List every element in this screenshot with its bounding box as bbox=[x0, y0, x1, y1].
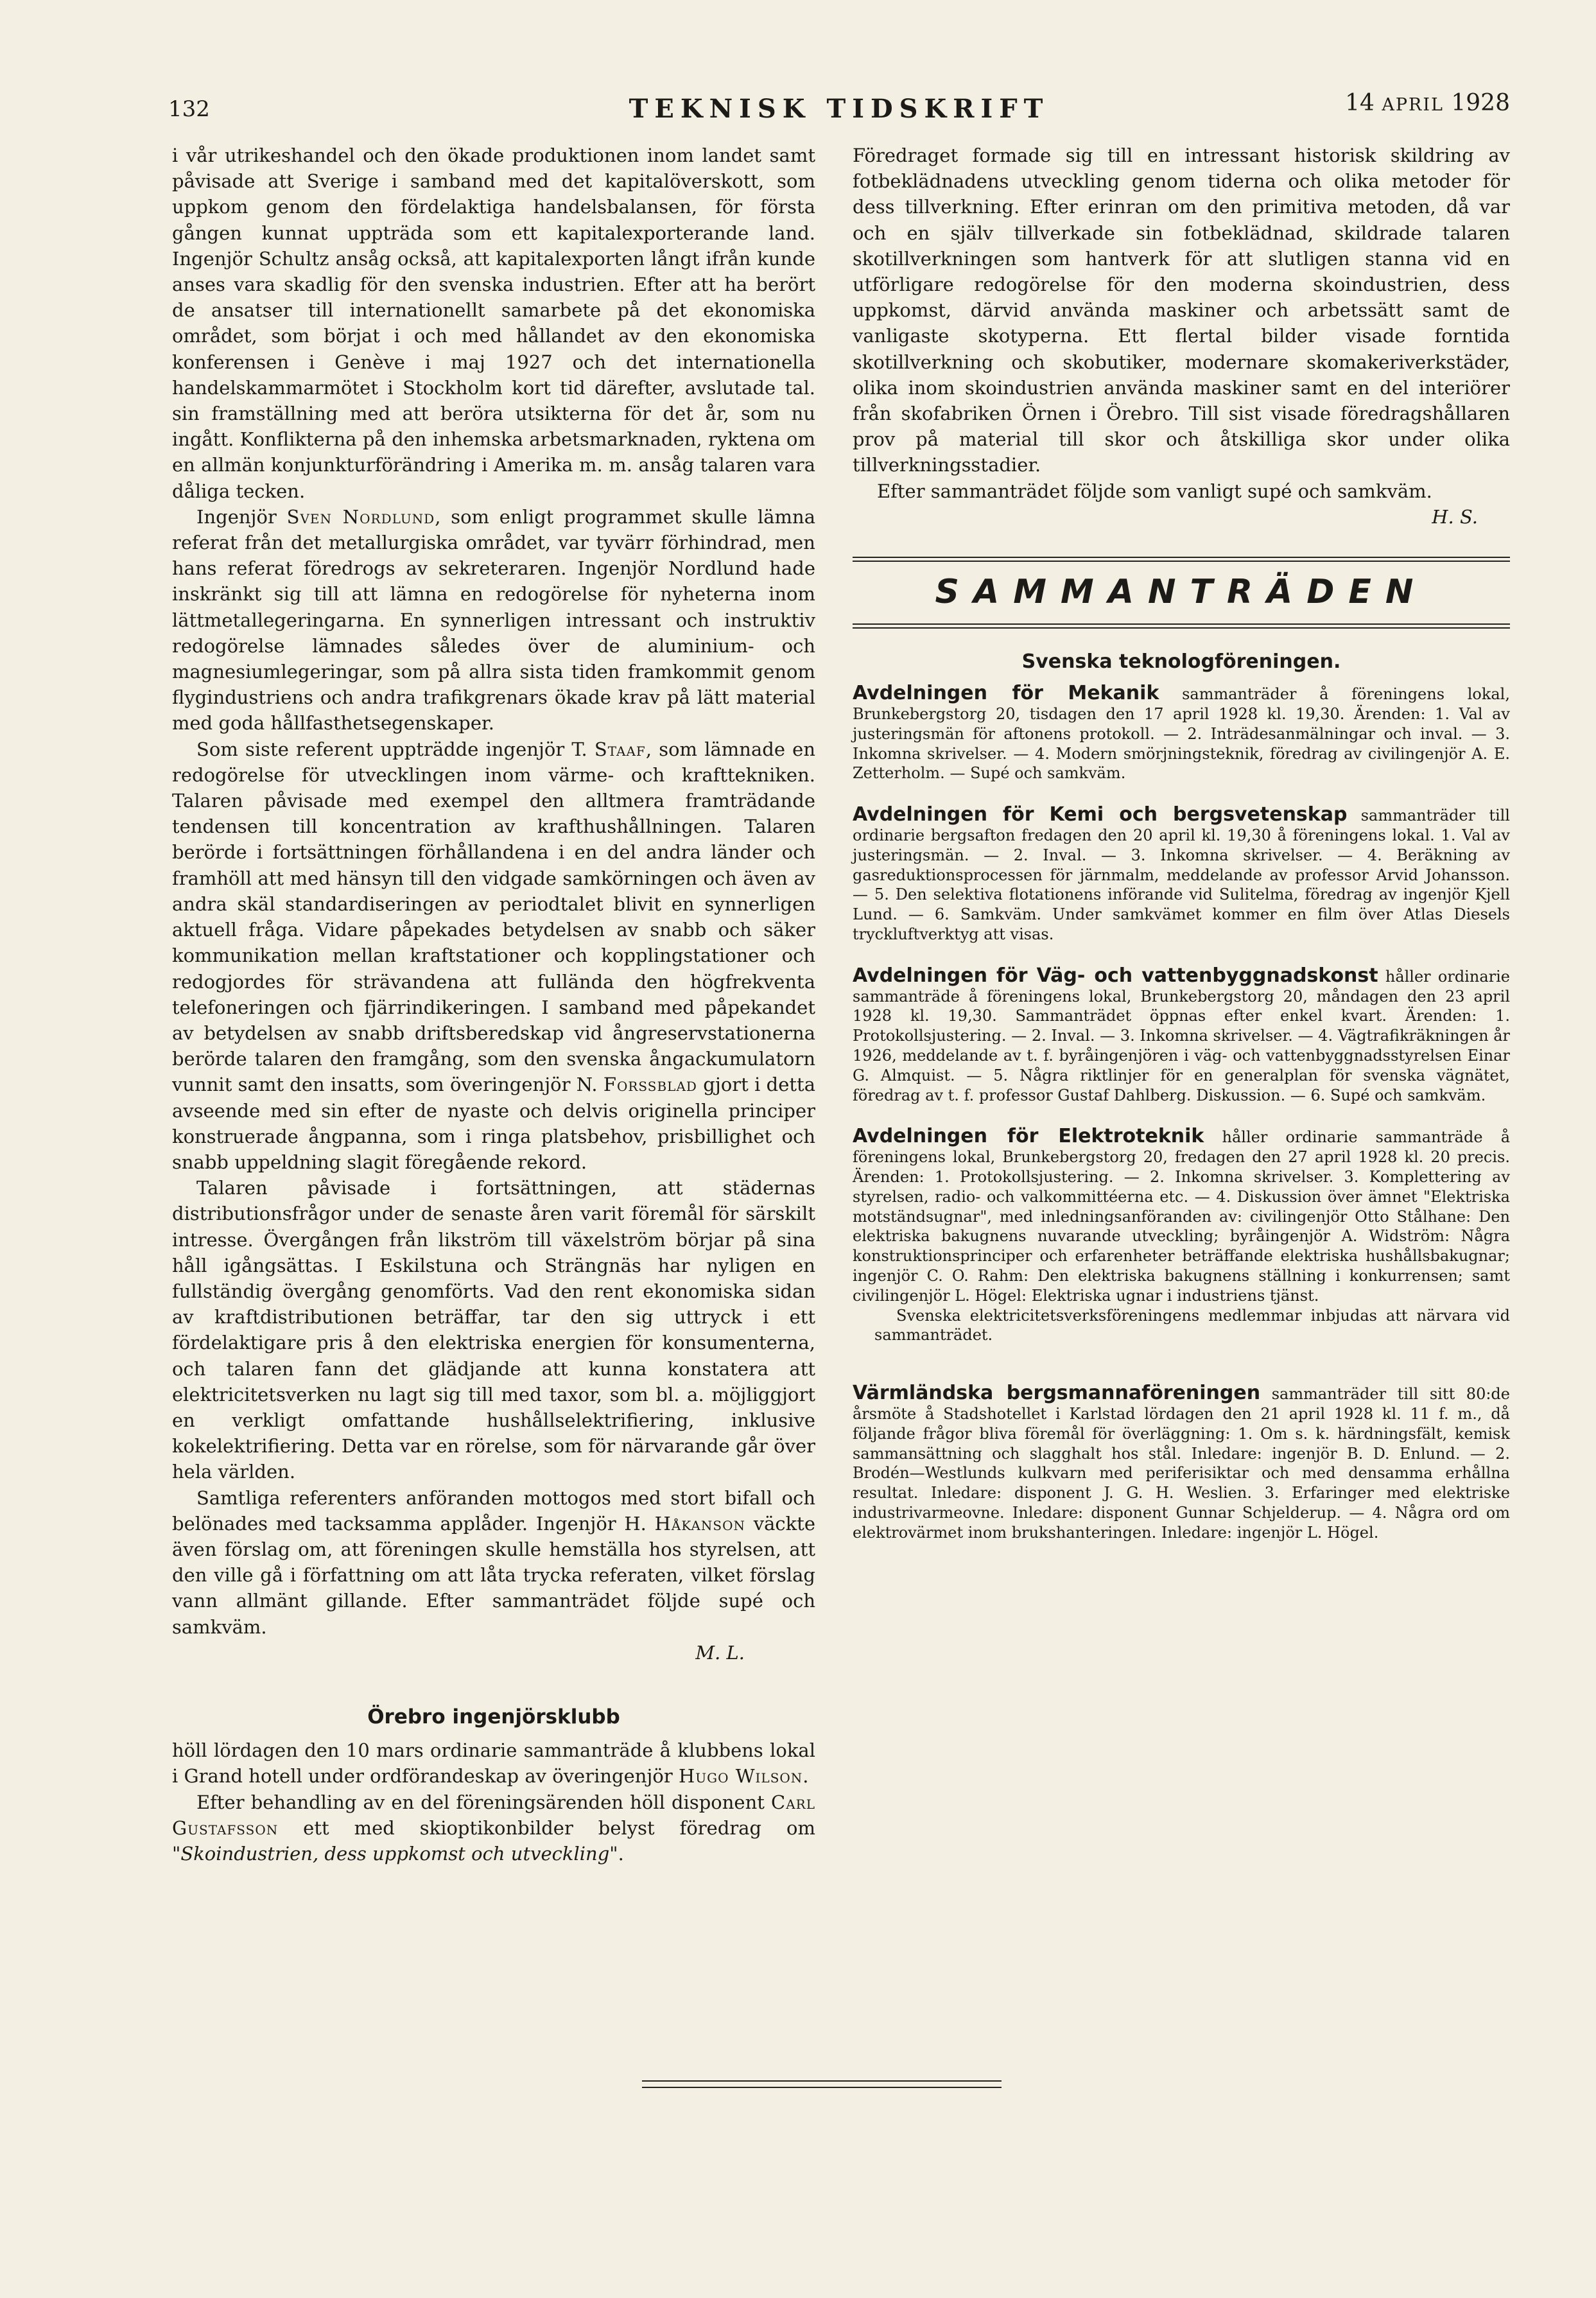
paragraph: Föredraget formade sig till en intressant historisk skildring av fotbeklädnadens utveckling genom tiderna och olika metoder för dess tillverkning. Efter erinran om den primitiva metoden, då var och en själv tillverkade sin fotbeklädnad, skildrade talaren skotillverkningen som hantverk för att slutligen stanna vid en utförligare redogörelse för den moderna skoindustrien, dess uppkomst, därvid använda maskiner och arbetssätt samt de vanligaste skotyperna. Ett flertal bilder visade forntida skotillverkning och skobutiker, modernare skomakeriverkstäder, olika inom skoindustrien använda maskiner samt en del interiörer från skofabriken Örnen i Örebro. Till sist visade föredragshållaren prov på material till skor och åtskilliga skor under olika tillverkningsstadier. bbox=[853, 144, 1510, 476]
person-name: Håkanson bbox=[654, 1512, 745, 1535]
person-name: Sven Nordlund bbox=[286, 505, 435, 528]
meeting-entry bbox=[853, 1127, 1510, 1345]
signature: H. S. bbox=[1432, 505, 1478, 528]
text-run: gjort i detta avseende med sin efter de nyaste och delvis originella principer konstruerade ångpanna, som i ringa platsbehov, prisbillighet och snabb uppeldning slagit föregående rekord. bbox=[172, 1074, 815, 1173]
person-name: Staaf bbox=[594, 738, 646, 760]
date-day: 14 bbox=[1345, 90, 1375, 116]
text-run: , som enligt programmet skulle lämna referat från det metallurgiska området, var tyvärr förhindrad, men hans referat föredrogs av sekreteraren. Ingenjör Nordlund hade inskränkt sig till att lämna en redogörelse för nyheterna inom lättmetallegeringarna. En synnerligen intressant och instruktiv redogörelse lämnades således över de aluminium- och magnesiumlegeringar, som på allra sista tiden framkommit genom flygindustriens och andra trafikgrenars ökade krav på lätt material med goda hållfasthetsegenskaper. bbox=[172, 505, 815, 735]
meeting-entry bbox=[853, 966, 1510, 1106]
text-run: Efter behandling av en del föreningsärenden höll disponent bbox=[196, 1791, 772, 1813]
text-run: ett med skioptikonbilder belyst föredrag om bbox=[278, 1816, 815, 1839]
text-run: höll lördagen den 10 mars ordinarie sammanträde å klubbens lokal i Grand hotell under ordförandeskap av överingenjör bbox=[172, 1739, 815, 1788]
text-run: Ingenjör bbox=[196, 505, 287, 528]
section-title: Örebro ingenjörsklubb bbox=[367, 1705, 620, 1728]
entry-body: sammanträder å föreningens lokal, Brunkebergstorg 20, tisdagen den 17 april 1928 kl. 19,30. Ärenden: 1. Val av justeringsmän för aftonens protokoll. — 2. Inträdesanmälningar och inval. — 3. Inkomna skrivelser. — 4. Modern smörjningsteknik, föredrag av civilingenjör A. E. Zetterholm. — Supé och samkväm. bbox=[853, 685, 1510, 783]
entry-lead: Avdelningen för Mekanik bbox=[853, 682, 1159, 705]
organization-title: Svenska teknologföreningen. bbox=[1021, 650, 1341, 674]
entry-body: sammanträder till sitt 80:de årsmöte å Stadshotellet i Karlstad lördagen den 21 april 1928 kl. 11 f. m., då följande frågor bliva föremål för överläggning: 1. Om s. k. härdningsfält, kemisk sammansättning och slagghalt hos stål. Inledare: ingenjör B. D. Enlund. — 2. Brodén—Westlunds kulkvarn med periferisiktar och med densamma erhållna resultat. Inledare: disponent J. G. H. Weslien. 3. Erfaringer med elektriske industrivarmeovne. Inledare: disponent Gunnar Schjelderup. — 4. Några ord om elektrovärmet inom brukshanteringen. Inledare: ingenjör L. Högel. bbox=[853, 1385, 1511, 1542]
meeting-entry bbox=[853, 805, 1510, 944]
paragraph bbox=[172, 736, 815, 1175]
entry-body: håller ordinarie sammanträde å föreningens lokal, Brunkebergstorg 20, fredagen den 27 april 1928 kl. 20 precis. Ärenden: 1. Protokollsjustering. — 2. Inkomna skrivelser. 3. Komplettering av styrelsen, radio- och valkommittéerna etc. — 4. Diskussion över ämnet "Elektriska motständsugnar", med inledningsanföranden av: civilingenjör Otto Stålhane: Den elektriska bakugnens nuvarande utveckling; byråingenjör A. Widström: Några konstruktionsprinciper och erfarenheter beträffande elektriska hushållsbakugnar; ingenjör C. O. Rahm: Den elektriska bakugnens ställning i konkurrensen; samt civilingenjör L. Högel: Elektriska ugnar i industriens tjänst. bbox=[853, 1128, 1510, 1305]
entry-lead: Värmländska bergsmannaföreningen bbox=[853, 1382, 1261, 1405]
lecture-title: "Skoindustrien, dess uppkomst och utveckling" bbox=[172, 1843, 618, 1865]
date-year: 1928 bbox=[1451, 90, 1510, 116]
paragraph: Efter sammanträdet följde som vanligt supé och samkväm. bbox=[877, 480, 1432, 502]
paragraph bbox=[172, 1789, 815, 1867]
section-banner bbox=[853, 557, 1510, 629]
banner-rule-bottom bbox=[853, 623, 1510, 629]
banner-rule-top bbox=[853, 557, 1510, 562]
text-run: Samtliga referenters anföranden mottogos med stort bifall och belönades med tacksamma applåder. Ingenjör H. bbox=[172, 1486, 815, 1535]
signature: M. L. bbox=[695, 1641, 745, 1664]
page-number: 132 bbox=[168, 96, 210, 122]
banner-title: SAMMANTRÄDEN bbox=[935, 573, 1428, 612]
text-run: . bbox=[802, 1765, 809, 1788]
text-run: . bbox=[618, 1843, 624, 1865]
left-column bbox=[172, 143, 815, 1867]
entry-body: sammanträder till ordinarie bergsafton fredagen den 20 april kl. 19,30 å föreningens lokal. 1. Val av justeringsmän. — 2. Inval. — 3. Inkomna skrivelser. — 4. Beräkning av gasreduktionsprocessen för järnmalm, meddelande av professor Arvid Johansson. — 5. Den selektiva flotationens införande vid Sulitelma, föredrag av ingenjör Kjell Lund. — 6. Samkväm. Under samkvämet kommer en film över Atlas Diesels tryckluftverktyg att visas. bbox=[853, 806, 1510, 944]
issue-date bbox=[1345, 90, 1510, 116]
paragraph bbox=[172, 504, 815, 736]
meeting-entry bbox=[853, 684, 1510, 783]
closing-rule bbox=[642, 2080, 1002, 2088]
person-name: Hugo Wilson bbox=[678, 1765, 803, 1788]
entry-body: håller ordinarie sammanträde å föreningens lokal, Brunkebergstorg 20, måndagen den 23 april 1928 kl. 19,30. Sammanträdet öppnas efter enkel kvart. Ärenden: 1. Protokollsjustering. — 2. Inval. — 3. Inkomna skrivelser. — 4. Vägtrafikräkningen år 1926, meddelande av t. f. byråingenjören i väg- och vattenbyggnadsstyrelsen Einar G. Almquist. — 5. Några riktlinjer för en generalplan för svenska vägnätet, föredrag av t. f. professor Gustaf Dahlberg. Diskussion. — 6. Supé och samkväm. bbox=[853, 967, 1510, 1104]
date-month: APRIL bbox=[1382, 95, 1444, 115]
entry-note: Svenska elektricitetsverksföreningens medlemmar inbjudas att närvara vid sammanträdet. bbox=[874, 1306, 1510, 1345]
journal-title: TEKNISK TIDSKRIFT bbox=[629, 94, 1050, 124]
text-run: Som siste referent uppträdde ingenjör T. bbox=[196, 738, 594, 760]
right-column bbox=[853, 143, 1510, 1565]
person-name: Forssblad bbox=[603, 1074, 697, 1096]
text-run: , som lämnade en redogörelse för utvecklingen inom värme- och krafttekniken. Talaren påvisade med exempel den alltmera framträdande tendensen till koncentration av krafthushållningen. Talaren berörde i fortsättningen förhållandena i en del andra länder och framhöll att med hänsyn till den vidgade samkörningen och även av andra skäl standardiseringen av periodtalet blivit en synnerligen aktuell fråga. Vidare påpekades betydelsen av snabb och säker kommunikation mellan kraftstationer och kopplingstationer och redogjordes för strävandena att fullända den högfrekventa telefoneringen och fjärrindikeringen. I samband med påpekandet av betydelsen av snabb driftsberedskap vid ångreservstationerna berörde talaren den framgång, som den svenska ångackumulatorn vunnit samt den insatts, som överingenjör N. bbox=[172, 738, 816, 1096]
text-run: väckte även förslag om, att föreningen skulle hemställa hos styrelsen, att den ville gå i författning om att låta trycka referaten, vilket förslag vann allmänt gillande. Efter sammanträdet följde supé och samkväm. bbox=[172, 1512, 815, 1638]
entry-lead: Avdelningen för Väg- och vattenbyggnadskonst bbox=[853, 964, 1378, 987]
paragraph bbox=[172, 1485, 815, 1640]
meeting-entry bbox=[853, 1384, 1510, 1542]
entry-lead: Avdelningen för Elektroteknik bbox=[853, 1125, 1204, 1148]
page-header bbox=[168, 90, 1510, 135]
paragraph bbox=[172, 1737, 815, 1789]
entry-lead: Avdelningen för Kemi och bergsvetenskap bbox=[853, 803, 1348, 826]
paragraph: i vår utrikeshandel och den ökade produktionen inom landet samt påvisade att Sverige i samband med det kapitalöverskott, som uppkom genom den fördelaktiga handelsbalansen, för första gången kunnat uppträda som ett kapitalexporterande land. Ingenjör Schultz ansåg också, att kapitalexporten långt ifrån kunde anses vara skadlig för den svenska industrien. Efter att ha berört de ansatser till internationellt samarbete på det ekonomiska området, som börjat i och med hållandet av den ekonomiska konferensen i Genève i maj 1927 och det internationella handelskammarmötet i Stockholm kort tid därefter, avslutade tal. sin framställning med att beröra utsikterna för det år, som nu ingått. Konflikterna på den inhemska arbetsmarknaden, ryktena om en allmän konjunkturförändring i Amerika m. m. ansåg talaren vara dåliga tecken. bbox=[172, 144, 815, 502]
person-name: Carl Gustafsson bbox=[172, 1791, 815, 1839]
paragraph: Talaren påvisade i fortsättningen, att städernas distributionsfrågor under de senaste åren varit föremål för särskilt intresse. Övergången från likström till växelström börjar på sina håll igångsättas. I Eskilstuna och Strängnäs har nyligen en fullständig övergång genomförts. Vad den rent ekonomiska sidan av kraftdistributionen beträffar, tar den sig uttryck i ett fördelaktigare pris å den elektriska energien för konsumenterna, och talaren fann det glädjande att kunna konstatera att elektricitetsverken nu lagt sig till med taxor, som bl. a. möjliggjort en verkligt omfattande hushållselektrifiering, inklusive kokelektrifiering. Detta var en rörelse, som för närvarande går över hela världen. bbox=[172, 1177, 815, 1483]
